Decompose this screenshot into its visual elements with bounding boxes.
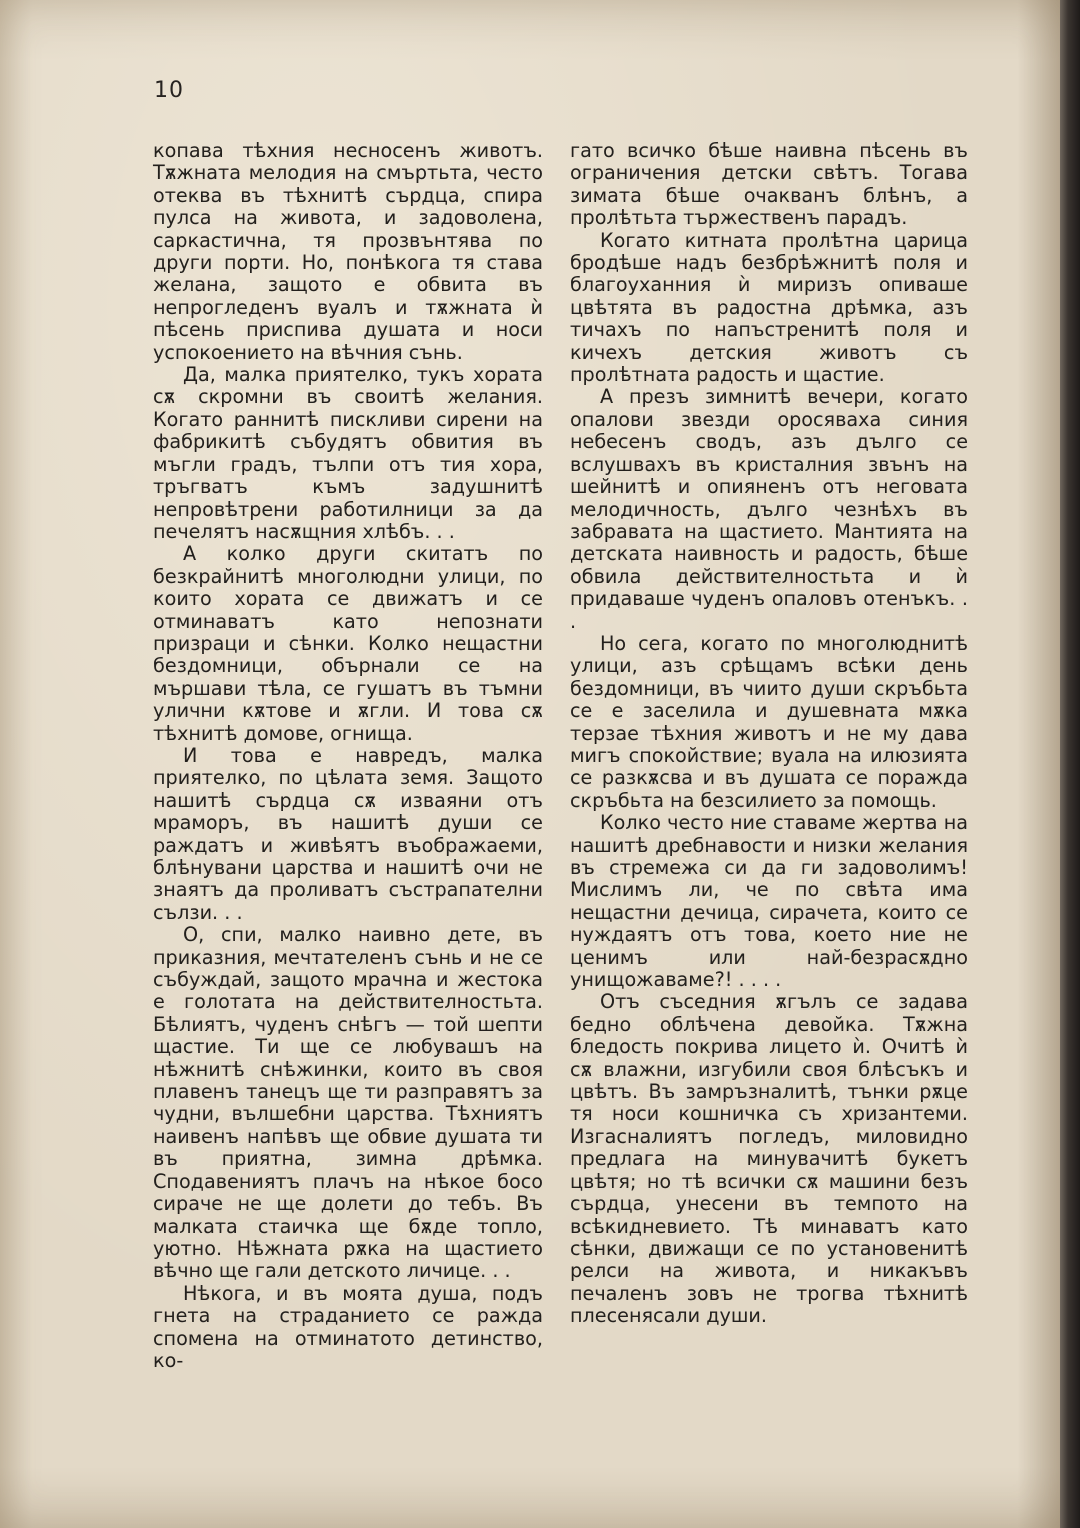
right-column <box>570 140 968 1328</box>
book-binding-edge <box>1060 0 1080 1528</box>
paragraph: Колко често ние ставаме жертва на нашитѣ дребнавости и низки желания въ стремежа си да ги задоволимъ! Мислимъ ли, че по свѣта има нещастни дечица, сирачета, които се нуждаятъ отъ това, което ние не ценимъ или най-безрасѫдно унищожаваме?! . . . . <box>570 811 968 992</box>
paragraph: Отъ съседния ѫгълъ се задава бедно облѣчена девойка. Тѫжна бледость покрива лицето ѝ. Очитѣ ѝ сѫ влажни, изгубили своя блѣсъкъ и цвѣтъ. Въ замръзналитѣ, тънки рѫце тя носи кошничка съ хризантеми. Изгасналиятъ погледъ, миловидно предлага на минувачитѣ букетъ цвѣтя; но тѣ всички сѫ машини безъ сърдца, унесени въ темпото на всѣкидневието. Тѣ минаватъ като сѣнки, движащи се по установенитѣ релси на живота, и никакъвъ печаленъ зовъ не трогва тѣхнитѣ плесенясали души. <box>570 990 968 1328</box>
paragraph: А колко други скитатъ по безкрайнитѣ многолюдни улици, по които хората се движатъ и се отминаватъ като непознати призраци и сѣнки. Колко нещастни бездомници, обърнали се на мършави тѣла, се гушатъ въ тъмни улични кѫтове и ѫгли. И това сѫ тѣхнитѣ домове, огнища. <box>153 542 543 745</box>
paragraph: И това е навредъ, малка приятелко, по цѣлата земя. Защото нашитѣ сърдца сѫ изваяни отъ мраморъ, въ нашитѣ души се раждатъ и живѣятъ въображаеми, блѣнувани царства и нашитѣ очи не знаятъ да проливатъ състрапателни сълзи. . . <box>153 743 543 924</box>
paragraph: Когато китната пролѣтна царица бродѣше надъ безбрѣжнитѣ поля и благоуханния ѝ миризъ опиваше цвѣтята въ радостна дрѣмка, азъ тичахъ по напъстренитѣ поля и кичехъ детския животъ съ пролѣтната радость и щастие. <box>570 228 968 387</box>
paragraph: копава тѣхния несносенъ животъ. Тѫжната мелодия на смъртьта, често отеква въ тѣхнитѣ сърдца, спира пулса на живота, и задоволена, саркастична, тя прозвънтява по други порти. Но, понѣкога тя става желана, защото е обвита въ непрогледенъ вуалъ и тѫжната ѝ пѣсень приспива душата и носи успокоението на вѣчния сънь. <box>153 139 543 364</box>
paragraph: гато всичко бѣше наивна пѣсень въ ограничения детски свѣтъ. Тогава зимата бѣше очакванъ блѣнъ, а пролѣтьта тържественъ парадъ. <box>570 139 968 230</box>
page-number: 10 <box>154 78 184 103</box>
paragraph: Нѣкога, и въ моята душа, подъ гнета на страданието се ражда спомена на отминатото детинство, ко- <box>153 1281 543 1372</box>
paragraph: А презъ зимнитѣ вечери, когато опалови звезди оросяваха синия небесенъ сводъ, азъ дълго се вслушвахъ въ кристалния звънъ на шейнитѣ и опияненъ отъ неговата мелодичность, дълго чезнѣхъ въ забравата на щастието. Мантията на детската наивность и радость, бѣше обвила действителностьта и ѝ придаваше чуденъ опаловъ отенъкъ. . . <box>570 385 968 633</box>
paragraph: Да, малка приятелко, тукъ хората сѫ скромни въ своитѣ желания. Когато раннитѣ пискливи сирени на фабрикитѣ събудятъ обвития въ мъгли градъ, тълпи отъ тия хора, тръгватъ къмъ задушнитѣ непровѣтрени работилници за да печелятъ насѫщния хлѣбъ. . . <box>153 363 543 543</box>
paragraph: О, спи, малко наивно дете, въ приказния, мечтателенъ сънь и не се събуждай, защото мрачна и жестока е голотата на действителностьта. Бѣлиятъ, чуденъ снѣгъ — той шепти щастие. Ти ще се любувашъ на нѣжнитѣ снѣжинки, които въ своя плавенъ танецъ ще ти разправятъ за чудни, вълшебни царства. Тѣхниятъ наивенъ напѣвъ ще обвие душата ти въ приятна, зимна дрѣмка. Сподавениятъ плачъ на нѣкое босо сираче не ще долети до тебъ. Въ малката стаичка ще бѫде топло, уютно. Нѣжната рѫка на щастието вѣчно ще гали детското личице. . . <box>153 923 543 1283</box>
paragraph: Но сега, когато по многолюднитѣ улици, азъ срѣщамъ всѣки день бездомници, въ чиито души скръбьта се е заселила и душевната мѫка терзае тѣхния животъ и не му дава мигъ спокойствие; вуала на илюзията се разкѫсва и въ душата се поражда скръбьта на безсилието за помощь. <box>570 631 968 812</box>
left-column <box>153 140 543 1372</box>
